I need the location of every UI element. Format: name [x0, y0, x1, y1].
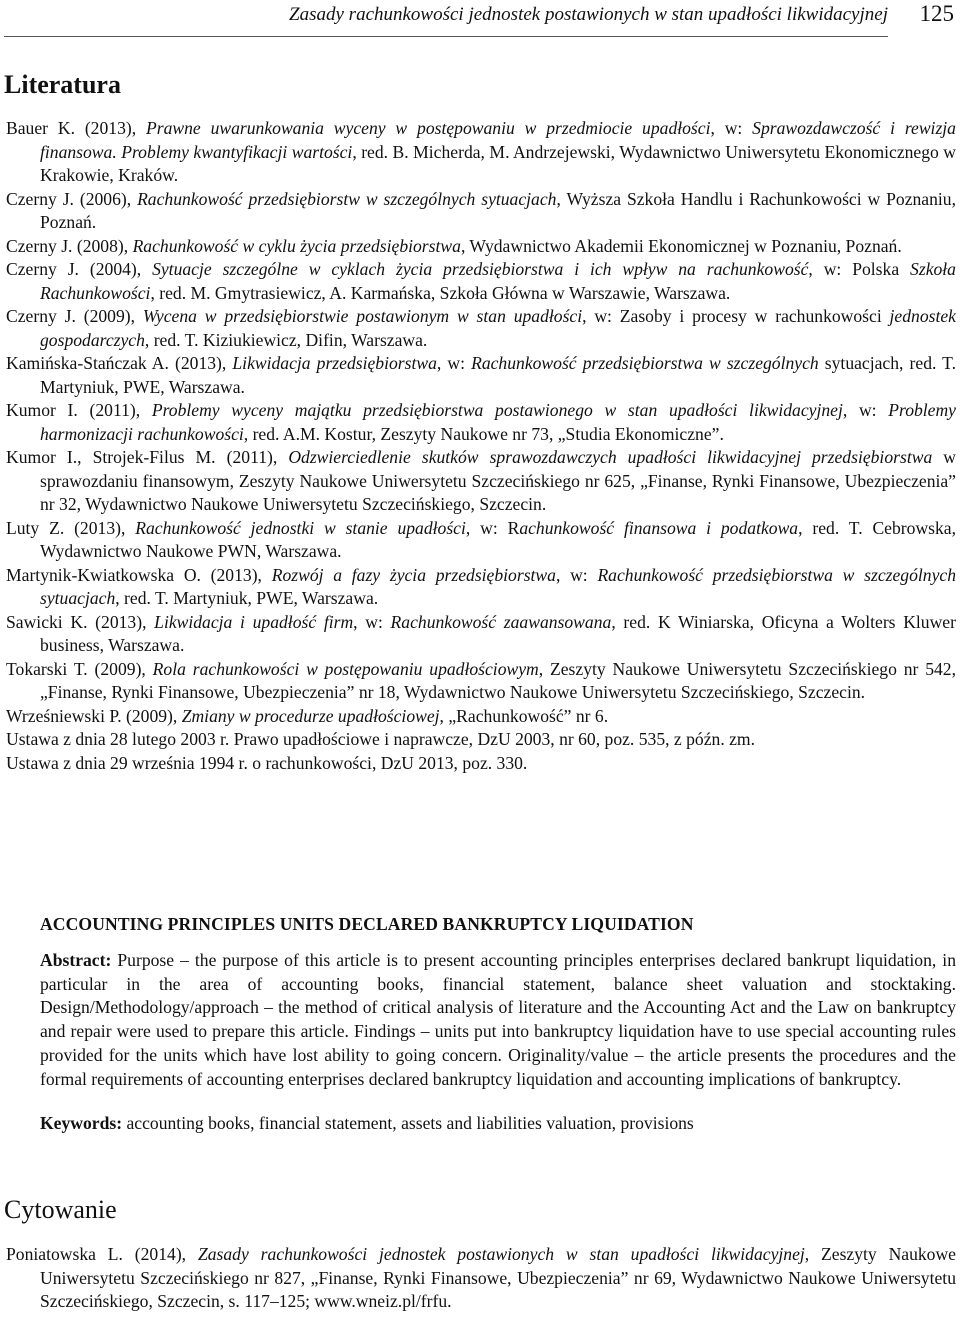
reference-source: Rachunkowość zaawansowana	[390, 611, 612, 632]
reference-mid: , Zeszyty Naukowe Uniwersytetu Szczecińskiego nr 542, „Finanse, Rynki Finansowe, Ubezpieczenia” nr 18, Wydawnictwo Naukowe Uniwersytetu Szczecińskiego, Szczecin.	[40, 658, 956, 702]
reference-source: Problemy harmonizacji rachunkowości	[40, 400, 956, 444]
reference-author: Czerny J. (2009),	[6, 306, 143, 326]
reference-item	[6, 611, 956, 658]
reference-source: Szkoła Rachunkowości	[40, 259, 956, 303]
citation-entry	[6, 1243, 956, 1314]
reference-author: Sawicki K. (2013),	[6, 611, 155, 632]
reference-author: Kamińska-Stańczak A. (2013),	[6, 353, 233, 373]
reference-mid: , w:	[555, 564, 598, 585]
reference-title: Odzwierciedlenie skutków sprawozdawczych upadłości likwidacyjnej przedsiębiorstwa	[288, 447, 933, 467]
keywords-text: accounting books, financial statement, assets and liabilities valuation, provisions	[122, 1113, 694, 1134]
reference-title: Problemy wyceny majątku przedsiębiorstwa postawionego w stan upadłości likwidacyjnej	[151, 400, 843, 420]
reference-title: Wycena w przedsiębiorstwie postawionym w stan upadłości	[142, 306, 583, 326]
reference-rest: , red. T. Cebrowska, Wydawnictwo Naukowe PWN, Warszawa.	[40, 517, 956, 561]
header-rule	[4, 36, 888, 37]
reference-title: Sytuacje szczególne w cyklach życia przedsiębiorstwa i ich wpływ na rachunkowość	[152, 259, 809, 279]
reference-item	[6, 117, 956, 188]
reference-title: Rachunkowość w cyklu życia przedsiębiorstwa	[132, 235, 461, 256]
reference-source: jednostek gospodarczych	[40, 306, 956, 350]
reference-author: Wrześniewski P. (2009),	[6, 705, 182, 726]
reference-item	[6, 305, 956, 352]
citation-heading: Cytowanie	[4, 1195, 117, 1224]
reference-item	[6, 399, 956, 446]
literature-heading: Literatura	[4, 70, 121, 99]
reference-rest: , red. B. Micherda, M. Andrzejewski, Wydawnictwo Uniwersytetu Ekonomicznego w Krakowie, Kraków.	[40, 141, 957, 185]
reference-mid: , w:	[710, 118, 753, 138]
english-summary	[40, 914, 956, 1136]
reference-author: Ustawa z dnia 28 lutego 2003 r. Prawo upadłościowe i naprawcze, DzU 2003, nr 60, poz. 535, z późn. zm.	[6, 729, 756, 749]
reference-list	[6, 117, 956, 775]
reference-item	[6, 517, 956, 564]
reference-title: Rachunkowość jednostki w stanie upadłości	[135, 517, 466, 538]
reference-source: achunkowość finansowa i podatkowa	[519, 517, 799, 538]
reference-item	[6, 235, 956, 259]
reference-item	[6, 752, 956, 776]
reference-author: Czerny J. (2008),	[6, 235, 133, 256]
reference-mid: , Wyższa Szkoła Handlu i Rachunkowości w Poznaniu, Poznań.	[40, 188, 956, 232]
citation-author: Poniatowska L. (2014),	[6, 1244, 198, 1264]
reference-title: Rozwój a fazy życia przedsiębiorstwa	[271, 564, 556, 585]
reference-author: Luty Z. (2013),	[6, 517, 136, 538]
page-number: 125	[919, 1, 954, 26]
reference-item	[6, 352, 956, 399]
reference-mid: , w:	[353, 611, 391, 632]
reference-item	[6, 188, 956, 235]
reference-source: Sprawozdawczość i rewizja finansowa. Problemy kwantyfikacji wartości	[40, 118, 956, 162]
reference-rest: , red. K Winiarska, Oficyna a Wolters Kluwer business, Warszawa.	[40, 611, 956, 655]
abstract-text: Purpose – the purpose of this article is to present accounting principles enterprises declared bankrupt liquidation, in particular in the area of accounting books, financial statement, balance sheet valuation and stocktaking. Design/Methodology/approach – the method of critical analysis of literature and the Accounting Act and the Law on bankruptcy and repair were used to prepare this article. Findings – units put into bankruptcy liquidation have to use special accounting rules provided for the units which have lost ability to going concern. Originality/value – the article presents the procedures and the formal requirements of accounting enterprises declared bankruptcy liquidation and accounting implications of bankruptcy.	[40, 950, 956, 1089]
reference-rest: , red. T. Martyniuk, PWE, Warszawa.	[115, 588, 379, 608]
reference-item	[6, 728, 956, 752]
reference-author: Martynik-Kwiatkowska O. (2013),	[6, 564, 272, 585]
abstract-paragraph	[40, 949, 956, 1091]
reference-mid: w sprawozdaniu finansowym, Zeszyty Naukowe Uniwersytetu Szczecińskiego nr 625, „Finanse, Rynki Finansowe, Ubezpieczenia” nr 32, Wydawnictwo Naukowe Uniwersytetu Szczecińskiego, Szczecin.	[40, 447, 957, 514]
reference-author: Kumor I. (2011),	[6, 400, 152, 420]
reference-author: Bauer K. (2013),	[6, 118, 146, 138]
reference-mid: , w:	[842, 400, 889, 420]
reference-mid: , Wydawnictwo Akademii Ekonomicznej w Poznaniu, Poznań.	[460, 235, 902, 256]
reference-source: Rachunkowość przedsiębiorstwa w szczególnych	[471, 353, 819, 373]
reference-item	[6, 564, 956, 611]
reference-author: Ustawa z dnia 29 września 1994 r. o rachunkowości, DzU 2013, poz. 330.	[6, 752, 528, 773]
reference-item	[6, 446, 956, 517]
citation-rest: , Zeszyty Naukowe Uniwersytetu Szczecińskiego nr 827, „Finanse, Rynki Finansowe, Ubezpieczenia” nr 69, Wydawnictwo Naukowe Uniwersytetu Szczecińskiego, Szczecin, s. 117–125; www.wneiz.pl/frfu.	[40, 1244, 956, 1311]
reference-author: Tokarski T. (2009),	[6, 658, 153, 679]
reference-title: Zmiany w procedurze upadłościowej	[181, 705, 440, 726]
reference-mid: , w: Polska	[808, 259, 911, 279]
reference-author: Kumor I., Strojek-Filus M. (2011),	[6, 447, 289, 467]
keywords-paragraph	[40, 1112, 956, 1136]
reference-mid: , w:	[436, 353, 472, 373]
citation-text	[6, 1243, 956, 1314]
reference-mid: , w: R	[465, 517, 520, 538]
reference-author: Czerny J. (2006),	[6, 188, 138, 209]
running-title: Zasady rachunkowości jednostek postawionych w stan upadłości likwidacyjnej	[289, 4, 888, 25]
reference-title: Likwidacja przedsiębiorstwa	[232, 353, 437, 373]
page-header	[0, 0, 960, 40]
reference-title: Rachunkowość przedsiębiorstw w szczególnych sytuacjach	[137, 188, 557, 209]
reference-item	[6, 658, 956, 705]
english-title: ACCOUNTING PRINCIPLES UNITS DECLARED BANKRUPTCY LIQUIDATION	[40, 914, 694, 934]
reference-mid: , „Rachunkowość” nr 6.	[439, 705, 609, 726]
abstract-label: Abstract:	[40, 950, 112, 970]
keywords-label: Keywords:	[40, 1113, 123, 1134]
reference-source: Rachunkowość przedsiębiorstwa w szczególnych sytuacjach	[40, 564, 956, 608]
reference-title: Prawne uwarunkowania wyceny w postępowaniu w przedmiocie upadłości	[145, 118, 711, 138]
reference-title: Likwidacja i upadłość firm	[154, 611, 354, 632]
reference-title: Rola rachunkowości w postępowaniu upadłościowym	[152, 658, 539, 679]
reference-item	[6, 705, 956, 729]
citation-title: Zasady rachunkowości jednostek postawionych w stan upadłości likwidacyjnej	[197, 1244, 805, 1264]
reference-rest: sytuacjach, red. T. Martyniuk, PWE, Warszawa.	[40, 353, 956, 397]
reference-rest: , red. A.M. Kostur, Zeszyty Naukowe nr 73, „Studia Ekonomiczne”.	[243, 423, 724, 444]
reference-item	[6, 258, 956, 305]
reference-mid: , w: Zasoby i procesy w rachunkowości	[582, 306, 890, 326]
reference-rest: , red. T. Kiziukiewicz, Difin, Warszawa.	[144, 329, 428, 350]
reference-author: Czerny J. (2004),	[6, 259, 153, 279]
reference-rest: , red. M. Gmytrasiewicz, A. Karmańska, Szkoła Główna w Warszawie, Warszawa.	[150, 282, 731, 303]
